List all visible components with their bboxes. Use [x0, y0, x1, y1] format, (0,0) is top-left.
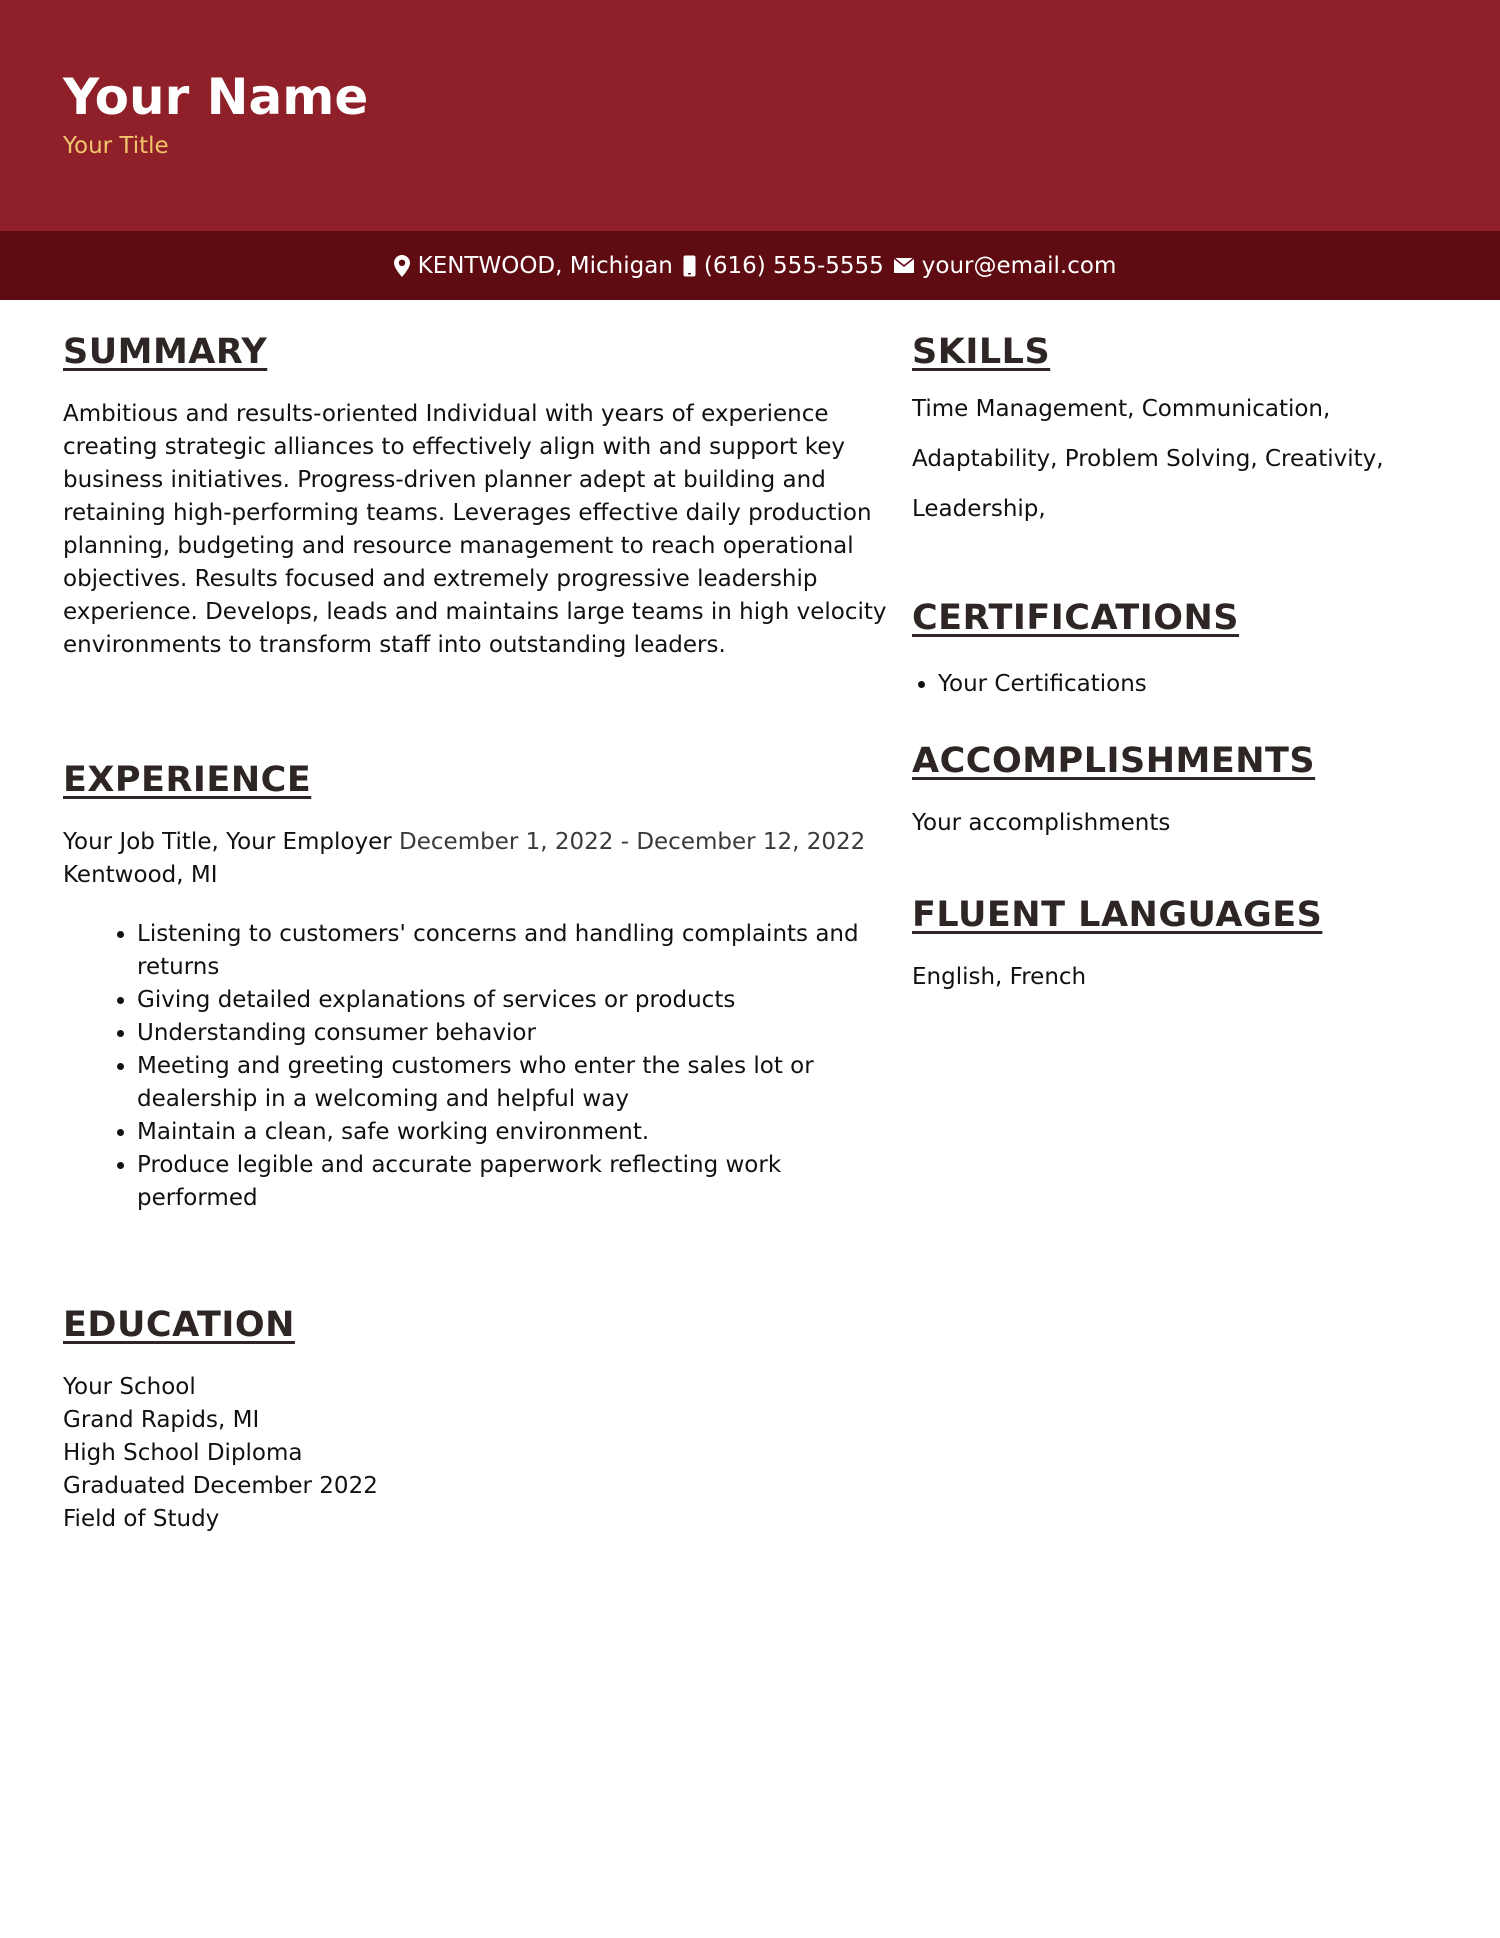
contact-location [384, 253, 673, 279]
resume-header [0, 0, 1500, 231]
contact-location-text: KENTWOOD, Michigan [417, 252, 673, 279]
person-name: Your Name [63, 68, 369, 126]
envelope-icon [894, 258, 914, 273]
education-heading: EDUCATION [63, 1305, 295, 1345]
accomplishments-section [912, 739, 1432, 840]
certifications-heading: CERTIFICATIONS [912, 598, 1240, 638]
contact-email-text: your@email.com [921, 252, 1117, 279]
experience-heading: EXPERIENCE [63, 760, 312, 800]
field-of-study: Field of Study [63, 1506, 220, 1532]
degree: High School Diploma [63, 1440, 303, 1466]
contact-phone-text: (616) 555-5555 [703, 252, 884, 279]
list-item: • Giving detailed explanations of services or products [137, 984, 893, 1017]
contact-email [884, 253, 1117, 279]
summary-heading: SUMMARY [63, 332, 268, 372]
school-name: Your School [63, 1374, 196, 1400]
school-location: Grand Rapids, MI [63, 1407, 260, 1433]
job-line [63, 826, 893, 859]
job-location: Kentwood, MI [63, 862, 218, 888]
person-title: Your Title [63, 133, 169, 159]
accomplishments-text: Your accomplishments [912, 810, 1171, 836]
summary-section [63, 330, 893, 662]
contact-phone [673, 253, 884, 279]
accomplishments-heading: ACCOMPLISHMENTS [912, 741, 1316, 781]
list-item: • Maintain a clean, safe working environment. [137, 1116, 893, 1149]
experience-section [63, 758, 893, 1215]
list-item: • Your Certifications [938, 668, 1432, 701]
languages-section [912, 893, 1432, 994]
languages-text: English, French [912, 964, 1087, 990]
languages-heading: FLUENT LANGUAGES [912, 895, 1323, 935]
left-column [63, 330, 893, 1536]
list-item: • Produce legible and accurate paperwork reflecting work performed [137, 1149, 893, 1215]
right-column [912, 330, 1432, 994]
education-section [63, 1303, 893, 1536]
summary-text: Ambitious and results-oriented Individual with years of experience creating strategic alliances to effectively align with and support key business initiatives. Progress-driven planner adept at building and retaining high-performing teams. Leverages effective daily production planning, budgeting and resource management to reach operational objectives. Results focused and extremely progressive leadership experience. Develops, leads and maintains large teams in high velocity environments to transform staff into outstanding leaders. [63, 401, 887, 658]
skills-heading: SKILLS [912, 332, 1051, 372]
job-dates: December 1, 2022 - December 12, 2022 [399, 829, 866, 855]
list-item: • Meeting and greeting customers who enter the sales lot or dealership in a welcoming and helpful way [137, 1050, 893, 1116]
location-pin-icon [394, 255, 410, 277]
job-title-employer: Your Job Title, Your Employer [63, 829, 392, 855]
experience-bullets [63, 918, 893, 1215]
list-item: • Understanding consumer behavior [137, 1017, 893, 1050]
skills-text: Time Management, Communication, Adaptability, Problem Solving, Creativity, Leadership, [912, 396, 1384, 522]
skills-section [912, 330, 1432, 534]
certifications-list [912, 668, 1432, 701]
graduation-date: Graduated December 2022 [63, 1473, 378, 1499]
list-item: • Listening to customers' concerns and handling complaints and returns [137, 918, 893, 984]
contact-bar [0, 231, 1500, 300]
certifications-section [912, 596, 1432, 701]
education-details [63, 1371, 893, 1536]
phone-icon [683, 255, 696, 277]
